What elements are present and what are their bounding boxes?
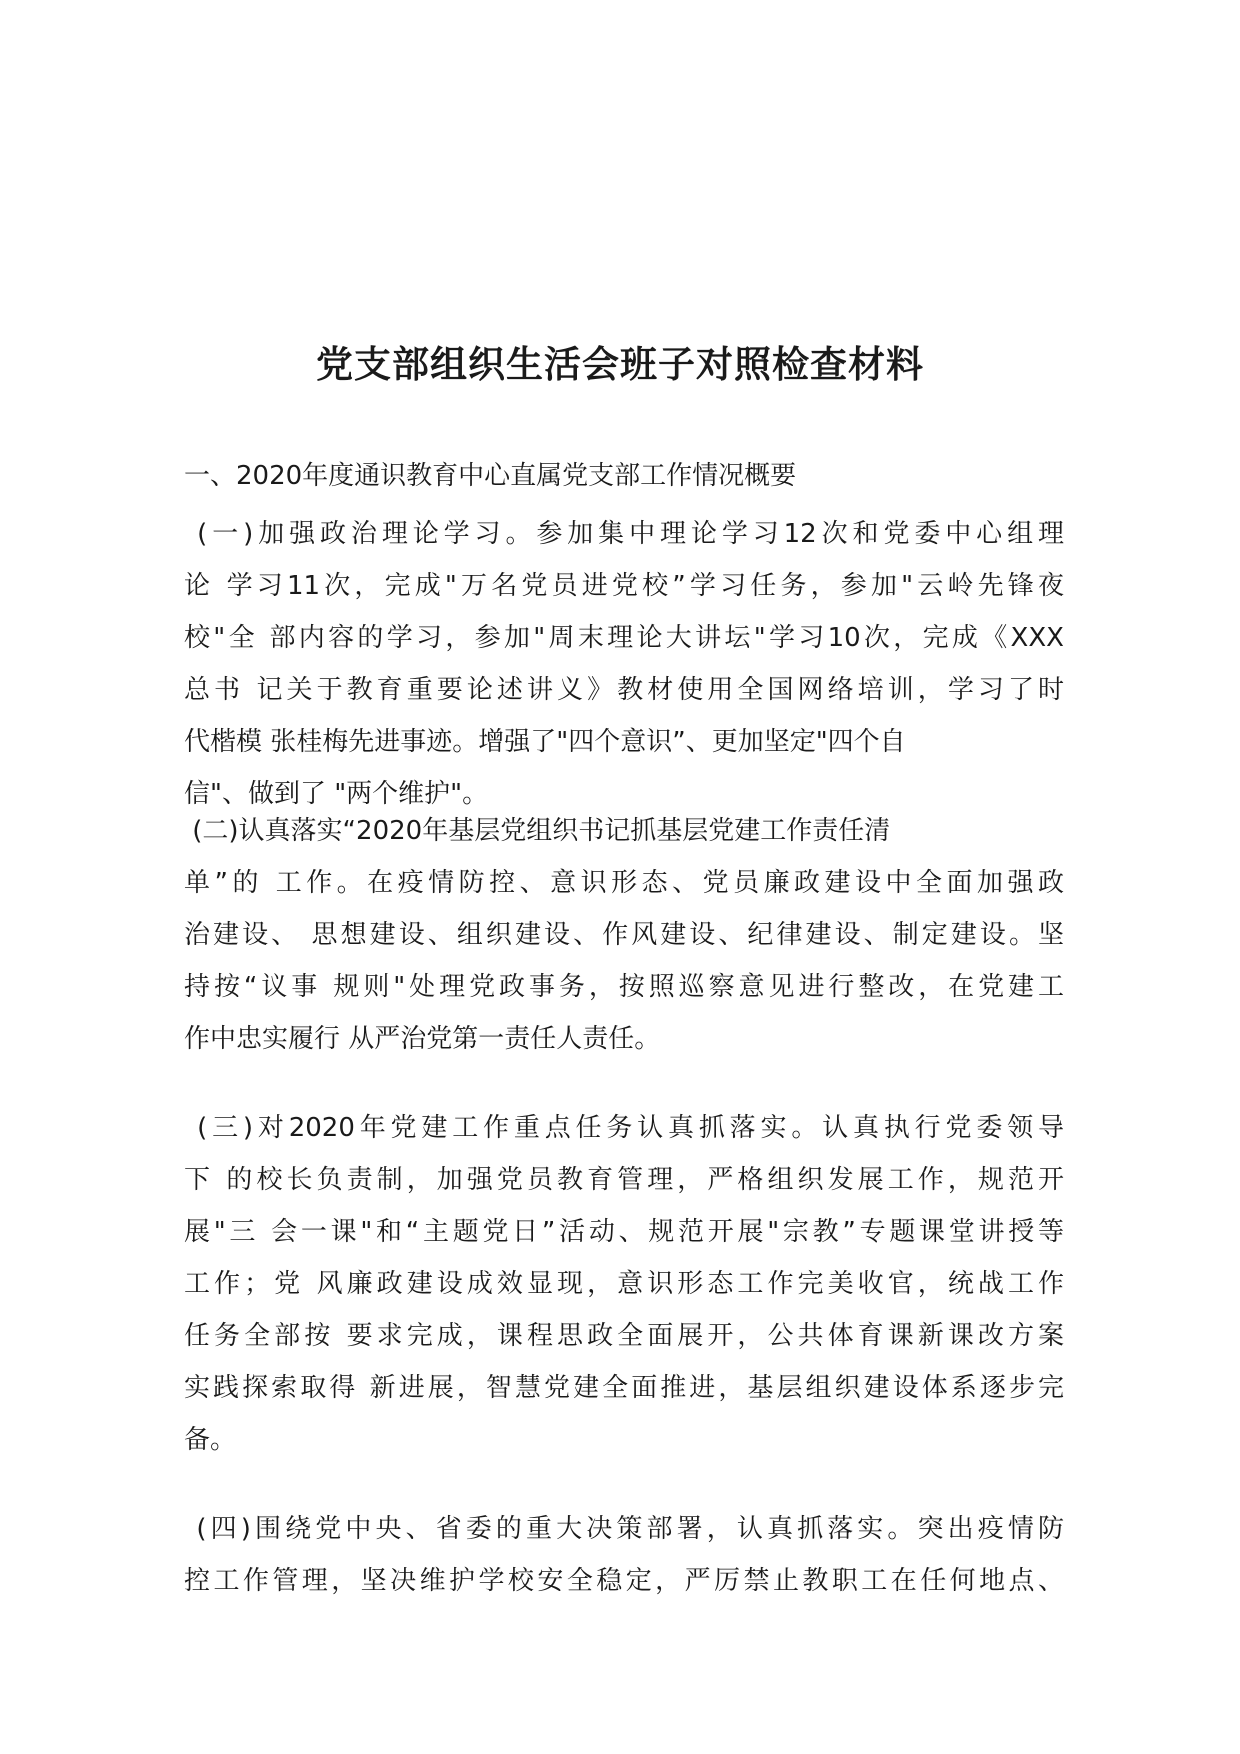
paragraph-line: 备。 — [184, 1425, 237, 1455]
paragraph-3 — [184, 1102, 1064, 1466]
paragraph-line: 展"三 会一课"和“主题党日”活动、规范开展"宗教”专题课堂讲授等 — [184, 1217, 1064, 1247]
paragraph-line: 作中忠实履行 从严治党第一责任人责任。 — [184, 1024, 661, 1054]
paragraph-line: 信"、做到了 "两个维护"。 — [184, 779, 489, 809]
section-heading: 一、2020年度通识教育中心直属党支部工作情况概要 — [184, 461, 797, 491]
paragraph-4 — [184, 1503, 1064, 1607]
paragraph-2 — [184, 805, 1064, 1065]
paragraph-line: 单”的 工作。在疫情防控、意识形态、党员廉政建设中全面加强政 — [184, 868, 1064, 898]
paragraph-line: 总书 记关于教育重要论述讲义》教材使用全国网络培训，学习了时 — [184, 675, 1064, 705]
paragraph-line: 代楷模 张桂梅先进事迹。增强了"四个意识”、更加坚定"四个自 — [184, 727, 906, 757]
paragraph-line: 实践探索取得 新进展，智慧党建全面推进，基层组织建设体系逐步完 — [184, 1373, 1064, 1403]
paragraph-line: 工作；党 风廉政建设成效显现，意识形态工作完美收官，统战工作 — [184, 1269, 1064, 1299]
paragraph-line: 控工作管理，坚决维护学校安全稳定，严厉禁止教职工在任何地点、 — [184, 1566, 1064, 1596]
paragraph-line: 校"全 部内容的学习，参加"周末理论大讲坛"学习10次，完成《XXX — [184, 623, 1064, 653]
paragraph-line: 持按“议事 规则"处理党政事务，按照巡察意见进行整改，在党建工 — [184, 972, 1064, 1002]
paragraph-line: (四)围绕党中央、省委的重大决策部署，认真抓落实。突出疫情防 — [184, 1514, 1064, 1544]
paragraph-line: 论 学习11次，完成"万名党员进党校”学习任务，参加"云岭先锋夜 — [184, 571, 1064, 601]
paragraph-line: 治建设、 思想建设、组织建设、作风建设、纪律建设、制定建设。坚 — [184, 920, 1064, 950]
paragraph-line: 下 的校长负责制，加强党员教育管理，严格组织发展工作，规范开 — [184, 1165, 1064, 1195]
paragraph-1 — [184, 508, 1064, 820]
paragraph-line: (一)加强政治理论学习。参加集中理论学习12次和党委中心组理 — [184, 519, 1064, 549]
paragraph-line: 任务全部按 要求完成，课程思政全面展开，公共体育课新课改方案 — [184, 1321, 1064, 1351]
paragraph-line: (二)认真落实“2020年基层党组织书记抓基层党建工作责任清 — [184, 816, 891, 846]
paragraph-line: (三)对2020年党建工作重点任务认真抓落实。认真执行党委领导 — [184, 1113, 1064, 1143]
document-title: 党支部组织生活会班子对照检查材料 — [316, 343, 924, 386]
